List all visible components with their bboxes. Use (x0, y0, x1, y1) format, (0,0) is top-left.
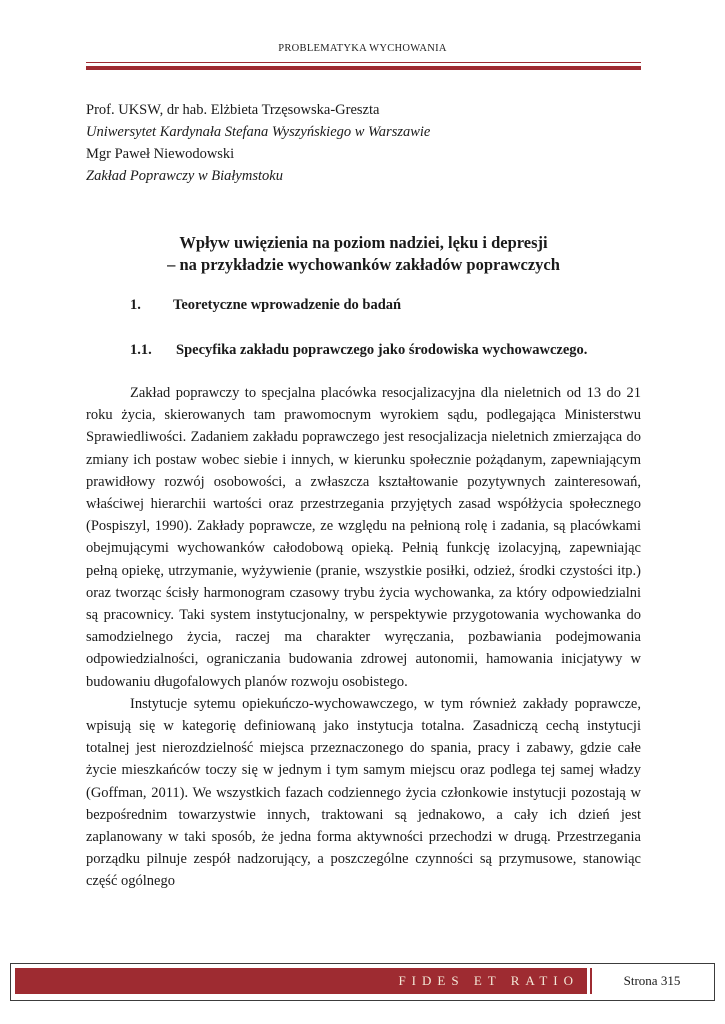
header-rule-thick (86, 66, 641, 70)
footer-separator (590, 968, 592, 994)
author-block (86, 99, 646, 187)
section-heading-1-1 (130, 342, 587, 359)
article-title-line-2: – na przykładzie wychowanków zakładów poprawczych (167, 255, 560, 274)
author-2-name: Mgr Paweł Niewodowski (86, 146, 235, 162)
header-rule-thin (86, 62, 641, 63)
article-title (86, 232, 641, 276)
paragraph-2: Instytucje sytemu opiekuńczo-wychowawczego, w tym również zakłady poprawcze, wpisują się w kategorię definiowaną jako instytucja totalna. Zasadniczą cechą instytucji totalnej jest nierozdzielność miejsca przeznaczonego do spania, pracy i zabawy, gdzie całe życie mieszkańców toczy się w jednym i tym samym miejscu oraz podlega tej samej władzy (Goffman, 2011). We wszystkich fazach codziennego życia członkowie instytucji pozostają w bezpośrednim towarzystwie innych, traktowani są jednakowo, a cały ich dzień jest zaplanowany w taki sposób, że jedna forma aktywności przechodzi w drugą. Przestrzegania porządku pilnuje zespół nadzorujący, a poszczególne czynności są przymusowe, stanowiąc część ogólnego (86, 695, 641, 890)
subsection-title: Specyfika zakładu poprawczego jako środowiska wychowawczego. (176, 342, 588, 358)
section-title: Teoretyczne wprowadzenie do badań (173, 297, 402, 313)
subsection-number: 1.1. (130, 342, 152, 358)
section-number: 1. (130, 297, 141, 313)
page-number: Strona 315 (623, 973, 681, 988)
author-1-name: Prof. UKSW, dr hab. Elżbieta Trzęsowska-Greszta (86, 102, 380, 118)
author-2-affiliation: Zakład Poprawczy w Białymstoku (86, 168, 283, 184)
section-heading-1 (130, 297, 401, 314)
author-1-affiliation: Uniwersytet Kardynała Stefana Wyszyńskiego w Warszawie (86, 124, 431, 140)
article-body (86, 382, 641, 893)
page-footer (10, 963, 715, 1001)
article-title-line-1: Wpływ uwięzienia na poziom nadziei, lęku i depresji (179, 233, 548, 252)
journal-motto-bar: FIDES ET RATIO (15, 968, 587, 994)
paragraph-1: Zakład poprawczy to specjalna placówka resocjalizacyjna dla nieletnich od 13 do 21 roku życia, skierowanych tam prawomocnym wyrokiem sądu, podlegająca Ministerstwu Sprawiedliwości. Zadaniem zakładu poprawczego jest resocjalizacja nieletnich zmierzająca do zmiany ich postaw wobec siebie i innych, w kierunku społecznie pożądanym, zapewniającym prawidłowy rozwój osobowości, a zwłaszcza kształtowanie pozytywnych zainteresowań, właściwej hierarchii wartości oraz przestrzegania przyjętych zasad współżycia społecznego (Pospiszyl, 1990). Zakłady poprawcze, ze względu na pełnioną rolę i zadania, są placówkami obejmującymi wychowanków całodobową opieką. Pełnią funkcję izolacyjną, zapewniając pełną opiekę, utrzymanie, wyżywienie (pranie, wszystkie posiłki, odzież, środki czystości itp.) oraz tworząc ścisły harmonogram czasowy trybu życia wychowanka, za który odpowiedzialni są pracownicy. Taki system instytucjonalny, w perspektywie przygotowania wychowanka do samodzielnego życia, raczej ma charakter wyręczania, pozbawiania podejmowania odpowiedzialności, ograniczania budowania zdrowej autonomii, hamowania inicjatywy w budowaniu długofalowych planów rozwoju osobistego. (86, 385, 641, 690)
running-header: PROBLEMATYKA WYCHOWANIA (278, 43, 447, 54)
